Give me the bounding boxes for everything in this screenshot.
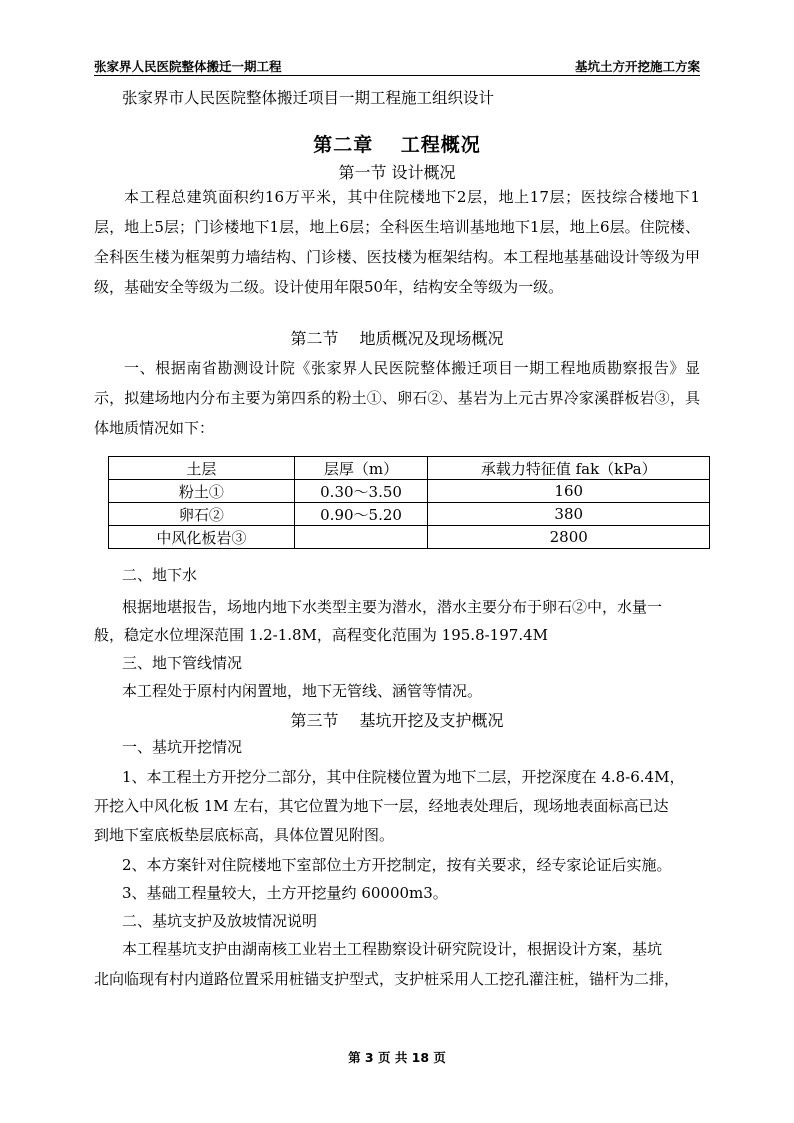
support-heading: 二、基坑支护及放坡情况说明 — [122, 912, 318, 930]
section-1-title: 第一节 设计概况 — [338, 163, 456, 182]
header-document-name: 基坑土方开挖施工方案 — [574, 59, 700, 74]
table-cell: 中风化板岩③ — [109, 526, 295, 549]
excavation-item-1-line: 1、本工程土方开挖分二部分，其中住院楼位置为地下二层，开挖深度在 4.8-6.4M， — [122, 768, 685, 786]
table-header-cell: 层厚（m） — [294, 457, 428, 480]
excavation-heading: 一、基坑开挖情况 — [122, 738, 243, 756]
pipeline-text: 本工程处于原村内闲置地，地下无管线、涵管等情况。 — [122, 682, 483, 700]
table-header-cell: 土层 — [109, 457, 295, 480]
section-3-title: 第三节 基坑开挖及支护概况 — [290, 711, 504, 730]
groundwater-text-line: 般，稳定水位埋深范围 1.2-1.8M，高程变化范围为 195.8-197.4M — [94, 626, 548, 644]
support-text-line: 本工程基坑支护由湖南核工业岩土工程勘察设计研究院设计，根据设计方案，基坑 — [122, 940, 663, 958]
section-2-title: 第二节 地质概况及现场概况 — [290, 329, 504, 348]
page-header — [94, 55, 700, 76]
page-number-footer: 第 3 页 共 18 页 — [348, 1050, 446, 1065]
table-cell: 粉土① — [109, 480, 295, 503]
chapter-title: 第二章 工程概况 — [313, 134, 481, 156]
table-header-cell: 承载力特征值 fak（kPa） — [428, 457, 710, 480]
table-cell: 0.30～3.50 — [294, 480, 428, 503]
table-cell: 卵石② — [109, 503, 295, 526]
groundwater-heading: 二、地下水 — [122, 566, 198, 584]
section-1-paragraph: 本工程总建筑面积约16万平米，其中住院楼地下2层，地上17层；医技综合楼地下1层，地上5层；门诊楼地下1层，地上6层；全科医生培训基地地下1层，地上6层。住院楼、全科医生楼为框架剪力墙结构、门诊楼、医技楼为框架结构。本工程地基基础设计等级为甲级，基础安全等级为二级。设计使用年限50年，结构安全等级为一级。 — [94, 188, 700, 296]
document-title: 张家界市人民医院整体搬迁项目一期工程施工组织设计 — [122, 89, 495, 107]
groundwater-text-line: 根据地堪报告，场地内地下水类型主要为潜水，潜水主要分布于卵石②中，水量一 — [122, 598, 663, 616]
table-cell: 0.90～5.20 — [294, 503, 428, 526]
header-project-name: 张家界人民医院整体搬迁一期工程 — [94, 59, 282, 74]
table-row — [109, 503, 710, 526]
excavation-item-1-line: 开挖入中风化板 1M 左右，其它位置为地下一层，经地表处理后，现场地表面标高已达 — [94, 797, 669, 815]
table-cell: 380 — [428, 503, 710, 526]
table-cell: 160 — [428, 480, 710, 503]
table-header-row — [109, 457, 710, 480]
support-text-line: 北向临现有村内道路位置采用桩锚支护型式，支护桩采用人工挖孔灌注桩，锚杆为二排， — [94, 970, 680, 988]
table-cell — [294, 526, 428, 549]
table-cell: 2800 — [428, 526, 710, 549]
soil-layer-table — [108, 456, 710, 549]
geology-intro-paragraph: 一、根据南省勘测设计院《张家界人民医院整体搬迁项目一期工程地质勘察报告》显示，拟建场地内分布主要为第四系的粉土①、卵石②、基岩为上元古界冷家溪群板岩③，具体地质情况如下： — [94, 359, 700, 437]
excavation-item-3: 3、基础工程量较大，土方开挖量约 60000m3。 — [122, 884, 448, 902]
excavation-item-2: 2、本方案针对住院楼地下室部位土方开挖制定，按有关要求，经专家论证后实施。 — [122, 856, 672, 874]
excavation-item-1-line: 到地下室底板垫层底标高，具体位置见附图。 — [94, 826, 395, 844]
table-row — [109, 480, 710, 503]
pipeline-heading: 三、地下管线情况 — [122, 654, 243, 672]
table-row — [109, 526, 710, 549]
